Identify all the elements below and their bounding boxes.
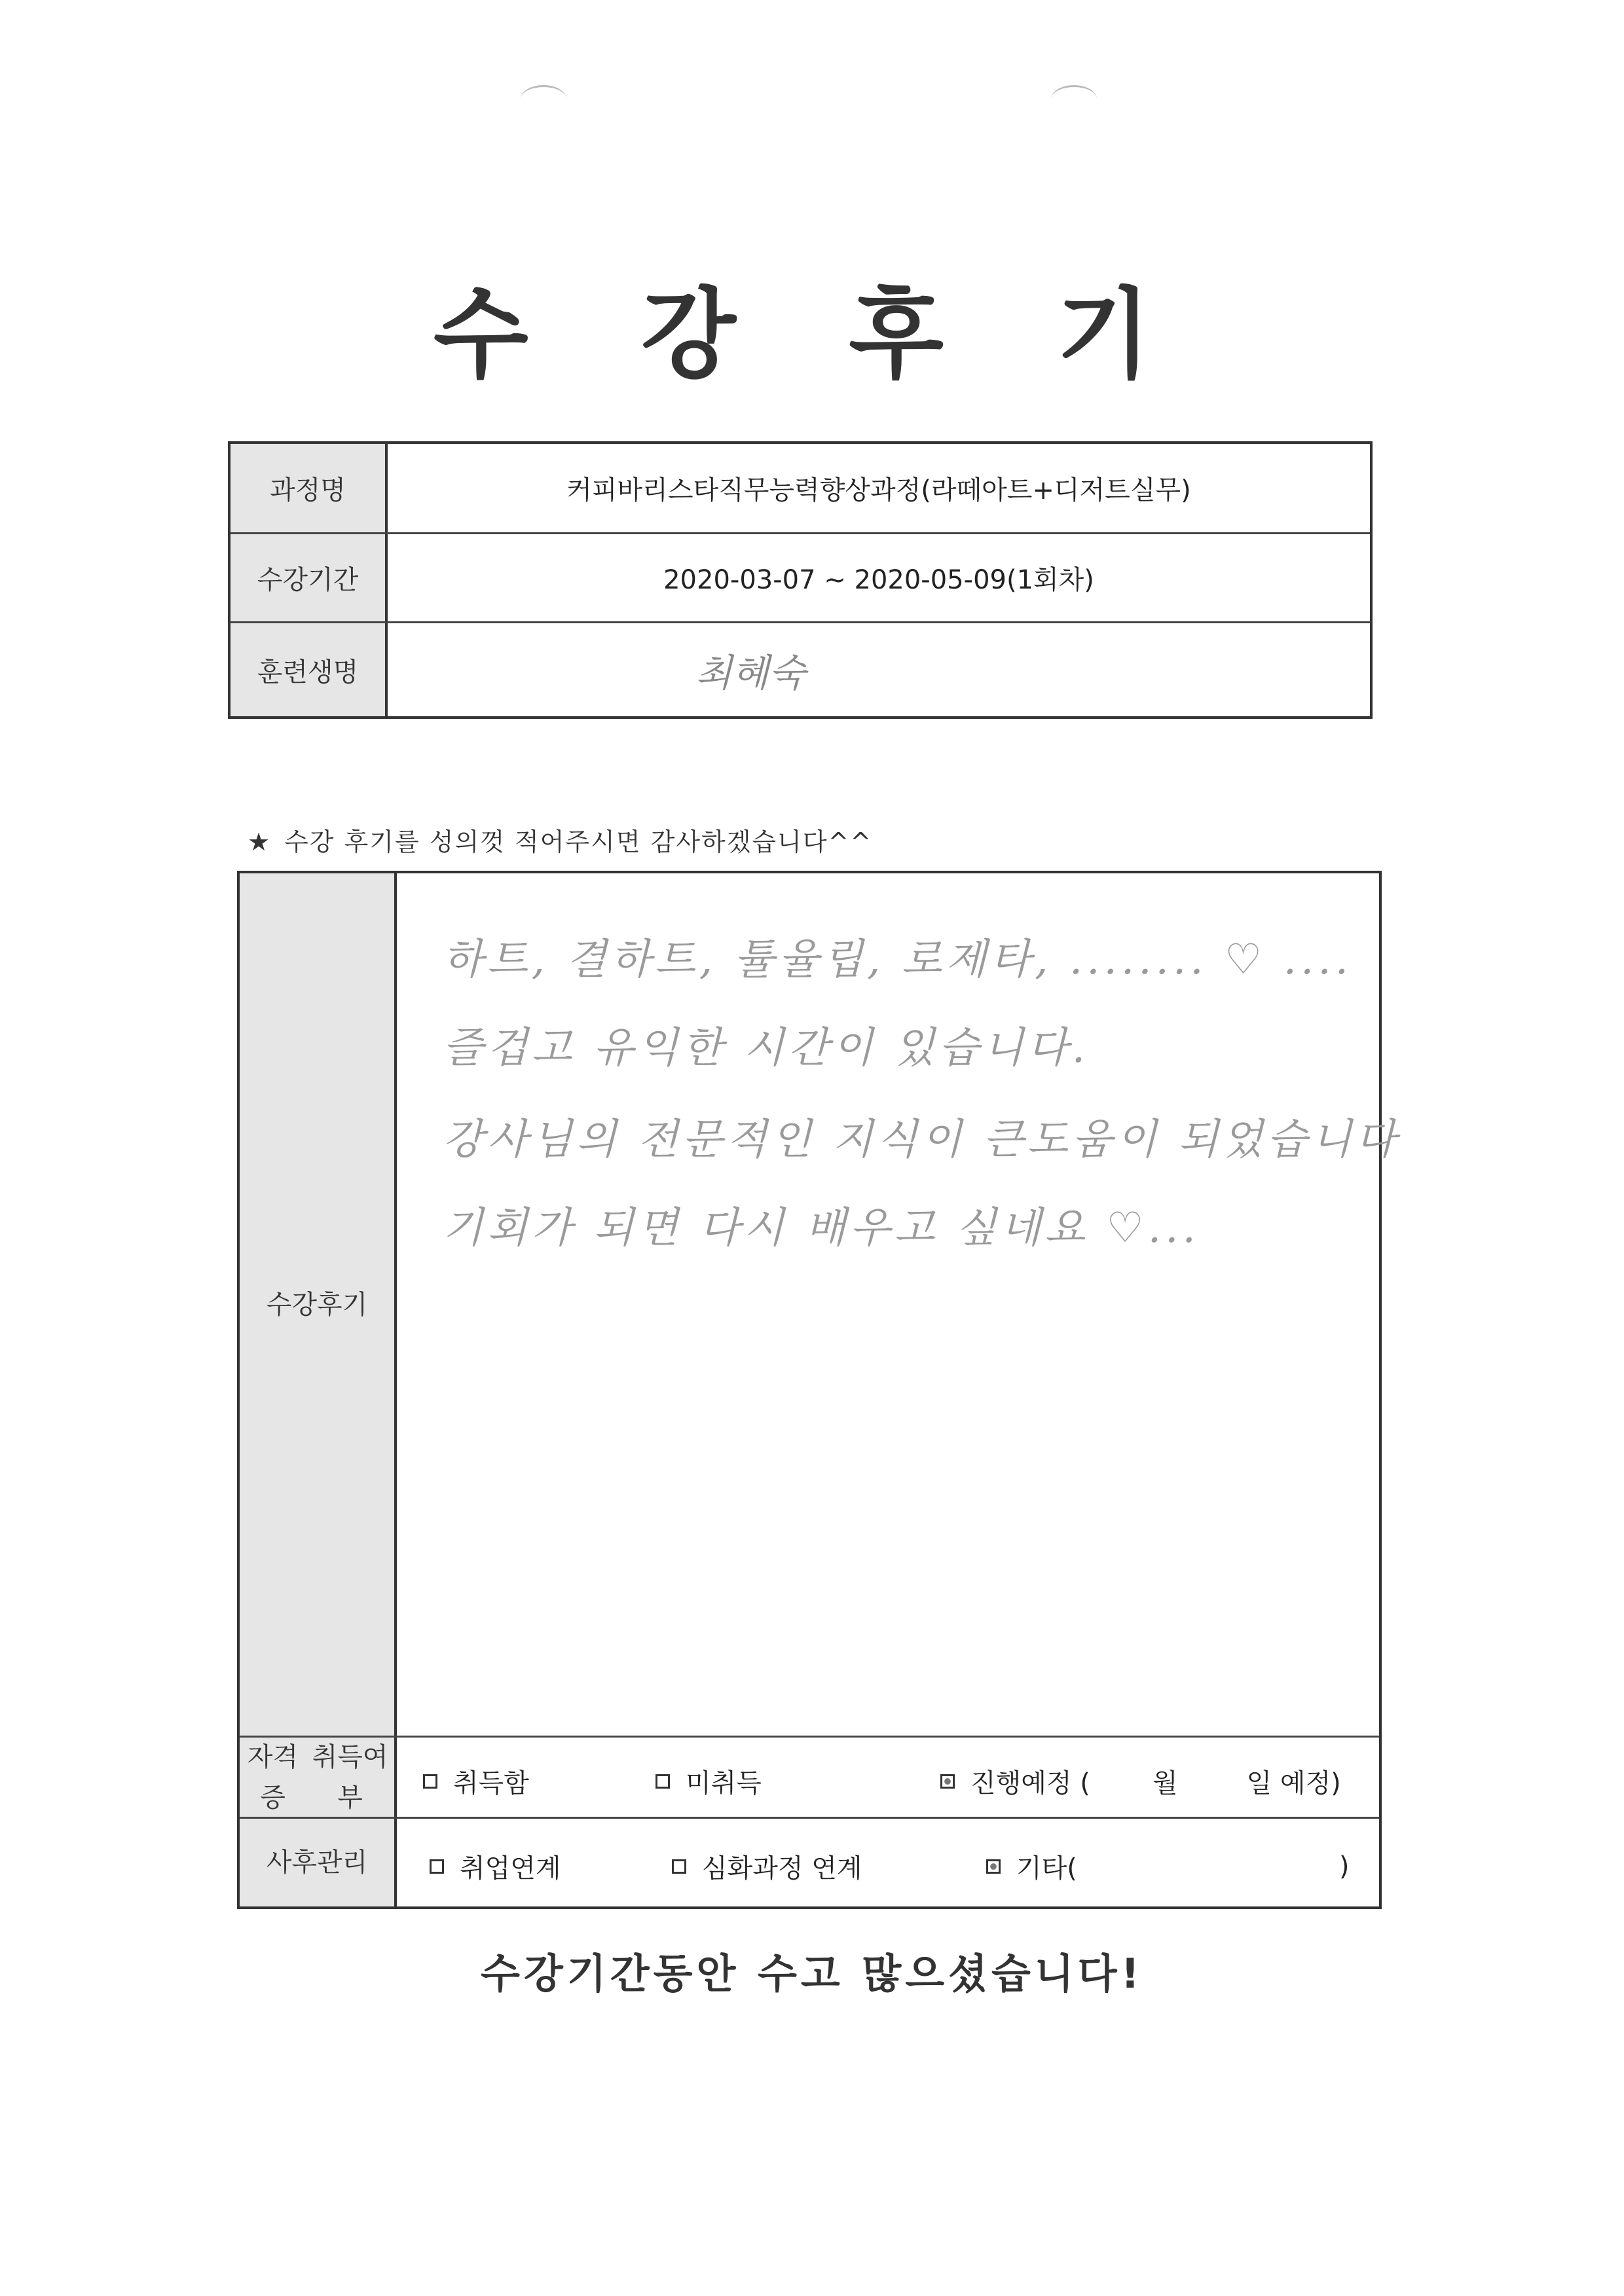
checkbox-icon[interactable] [430, 1859, 444, 1874]
followup-options [397, 1819, 1379, 1906]
certificate-label-line2: 취득여부 [312, 1741, 388, 1813]
checked-checkbox-icon[interactable] [940, 1774, 955, 1789]
period-label: 수강기간 [231, 534, 388, 621]
close-paren: ) [1338, 1851, 1350, 1882]
checked-checkbox-icon[interactable] [986, 1859, 1001, 1874]
followup-option-job[interactable] [430, 1848, 561, 1885]
course-name-row [231, 444, 1370, 534]
option-label: 취업연계 [460, 1853, 561, 1884]
closing-message: 수강기간동안 수고 많으셨습니다! [481, 1950, 1143, 1997]
month-label: 월 [1152, 1768, 1178, 1798]
followup-option-other[interactable] [986, 1848, 1350, 1885]
course-name-label: 과정명 [231, 444, 388, 532]
option-label: 심화과정 연계 [702, 1853, 862, 1884]
trainee-name-handwritten: 최혜숙 [695, 651, 806, 695]
checkbox-icon[interactable] [423, 1774, 437, 1789]
trainee-label: 훈련생명 [231, 623, 388, 716]
star-icon: ★ [248, 828, 272, 856]
certificate-label [240, 1738, 397, 1817]
review-text-area [397, 873, 1400, 1736]
period-row [231, 534, 1370, 623]
period-value: 2020-03-07 ~ 2020-05-09(1회차) [663, 565, 1094, 595]
course-info-table [228, 441, 1373, 719]
followup-row [240, 1819, 1379, 1906]
certificate-row [240, 1738, 1379, 1819]
page-title: 수 강 후 기 [433, 278, 1191, 392]
option-label: 기타( [1016, 1853, 1077, 1884]
followup-label: 사후관리 [240, 1819, 397, 1906]
review-row [240, 873, 1400, 1738]
certificate-label-line1: 자격증 [247, 1741, 299, 1813]
option-label: 미취득 [686, 1768, 762, 1798]
certificate-option-obtained[interactable] [423, 1762, 529, 1800]
followup-option-advanced-course[interactable] [672, 1848, 862, 1885]
checkbox-icon[interactable] [672, 1859, 686, 1874]
certificate-option-planned[interactable] [940, 1762, 1341, 1800]
review-line-4: 기회가 되면 다시 배우고 싶네요 ♡... [443, 1204, 1200, 1252]
punch-hole-right [1051, 85, 1097, 113]
instruction-note [248, 822, 872, 858]
review-line-1: 하트, 결하트, 튤율립, 로제타, ........ ♡ .... [443, 936, 1353, 984]
certificate-options [397, 1738, 1379, 1817]
day-label: 일 예정) [1246, 1768, 1341, 1798]
review-label: 수강후기 [240, 873, 397, 1736]
review-line-2: 즐겁고 유익한 시간이 있습니다. [443, 1024, 1090, 1072]
certificate-option-not-obtained[interactable] [655, 1762, 762, 1800]
review-line-3: 강사님의 전문적인 지식이 큰도움이 되었습니다 [443, 1116, 1400, 1164]
course-name-value: 커피바리스타직무능력향상과정(라떼아트+디저트실무) [566, 475, 1191, 505]
review-table [237, 871, 1400, 1909]
checkbox-icon[interactable] [655, 1774, 670, 1789]
trainee-row [231, 623, 1370, 716]
punch-hole-left [521, 85, 566, 113]
instruction-text: 수강 후기를 성의껏 적어주시면 감사하겠습니다^^ [284, 828, 873, 856]
option-label: 진행예정 ( [970, 1768, 1090, 1798]
option-label: 취득함 [453, 1768, 529, 1798]
